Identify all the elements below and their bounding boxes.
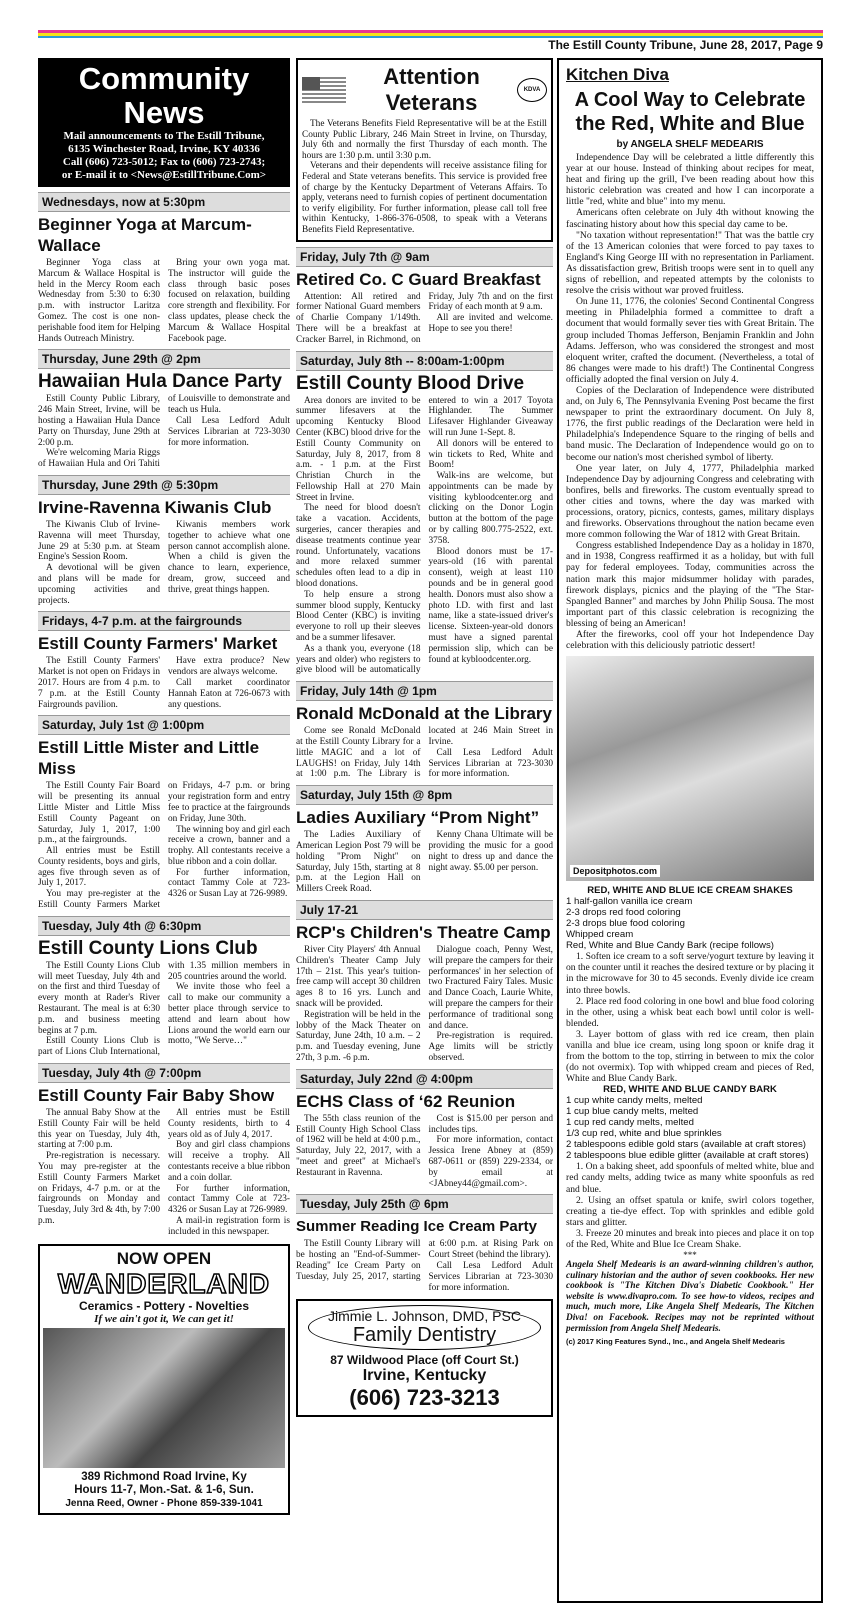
article-date-strip: Tuesday, July 4th @ 7:00pm xyxy=(38,1063,290,1083)
article xyxy=(38,715,290,911)
article-body xyxy=(38,258,290,344)
separator-stars: *** xyxy=(683,1250,697,1261)
kitchen-paragraph: One year later, on July 4, 1777, Philadelphia marked Independence Day by adjourning Congress and celebrating with bonfires, bells and fireworks. The custom eventually spread to other cities and towns, where the day was marked with processions, oratory, picnics, contests, games, military displays and fireworks. Observations throughout the nation became even more common following the War of 1812 with Great Britain. xyxy=(566,462,814,541)
recipe-step: 3. Freeze 20 minutes and break into pieces and place it on top of the Red, White and Blue Ice Cream Shake. xyxy=(566,1227,814,1250)
kitchen-paragraph: Americans often celebrate on July 4th without knowing the fascinating history about how this special day came to be. xyxy=(566,207,814,230)
article-paragraph: The need for blood doesn't take a vacation. Accidents, surgeries, cancer therapies and disease treatments continue year round. Unfortunately, vacations and more relaxed summer schedules often lead to a dip in blood donations. xyxy=(296,503,421,590)
article-date-strip: Saturday, July 8th -- 8:00am-1:00pm xyxy=(296,351,553,371)
article-paragraph: For further information, contact Tammy Cole at 723-4326 or Susan Lay at 726-9989. xyxy=(168,867,290,900)
byline: by ANGELA SHELF MEDEARIS xyxy=(616,139,764,150)
article-paragraph: We invite those who feel a call to make our community a better place through service to attend and learn about how Lions around the world earn our motto, "We Serve…" xyxy=(168,982,290,1047)
article-paragraph: The annual Baby Show at the Estill County Fair will be held this year on Tuesday, July 4th, starting at 7:00 p.m. xyxy=(38,1108,160,1151)
article-paragraph: The Estill County Farmers' Market is not open on Fridays in 2017. Hours are from 4 p.m. to 7 p.m. at the Estill County Fairgrounds pavilion. xyxy=(38,656,160,710)
ad-owner: Jenna Reed, Owner - Phone 859-339-1041 xyxy=(65,1497,263,1509)
article-headline: Estill County Fair Baby Show xyxy=(38,1086,275,1106)
article-body xyxy=(296,726,553,780)
article-paragraph: All are invited and welcome. Hope to see you there! xyxy=(428,313,553,334)
article xyxy=(296,1069,553,1190)
article-paragraph: Estill County Lions Club is part of Lions Club International, with 1.35 million members in 205 countries around the world. xyxy=(38,960,290,1058)
article-paragraph: All donors will be entered to win tickets to Red, White and Boom! xyxy=(428,438,553,471)
article-date-strip: Thursday, June 29th @ 2pm xyxy=(38,349,290,369)
kitchen-paragraph: Independence Day will be celebrated a little differently this year at our house. Instead of thinking about recipes for meat, heat and firing up the grill, I've been reading about how this historic celebration was created and how I can incorporate a little "red, white and blue" into my menu. xyxy=(566,152,814,208)
article-date-strip: Fridays, 4-7 p.m. at the fairgrounds xyxy=(38,611,290,631)
ingredient: 1 cup blue candy melts, melted xyxy=(566,1106,699,1118)
article-headline: Estill Little Mister and Little Miss xyxy=(38,738,260,779)
ingredient: 2 tablespoons blue edible glitter (available at craft stores) xyxy=(566,1150,809,1162)
recipe-step: 1. On a baking sheet, add spoonfuls of melted white, blue and red candy melts, adding twice as many white spoonfuls as red and blue. xyxy=(566,1161,814,1195)
ingredient: 1/3 cup red, white and blue sprinkles xyxy=(566,1128,722,1140)
banner-line-1: Mail announcements to The Estill Tribune, xyxy=(63,130,265,142)
article xyxy=(38,192,290,344)
article-date-strip: Friday, July 7th @ 9am xyxy=(296,247,553,267)
article-paragraph: Attention: All retired and former National Guard members of Charlie Company 1/149th. There will be a breakfast at Cracker Barrel, in Richmond, on Friday, July 7th and on the first Friday of each month at 9 a.m. xyxy=(296,291,553,345)
veterans-title: Attention Veterans xyxy=(383,64,480,115)
community-news-banner xyxy=(38,58,290,187)
article-headline: Estill County Blood Drive xyxy=(296,372,525,394)
veterans-paragraph: The Veterans Benefits Field Representative will be at the Estill County Public Library, 246 Main Street in Irvine, on Thursday, July 6th and normally the first Thursday of each month. The hours are 1:30 p.m. until 3:30 p.m. xyxy=(302,119,547,161)
article-headline: Hawaiian Hula Dance Party xyxy=(38,371,282,393)
page-header: The Estill County Tribune, June 28, 2017, Page 9 xyxy=(548,38,823,52)
article-paragraph: The 55th class reunion of the Estill County High School Class of 1962 will be held at 4:00 p.m., Saturday, July 22, 2017, with a "meet and greet" at Michael's Restaurant in Ravenna. xyxy=(296,1113,421,1178)
milkshake-photo xyxy=(566,656,814,881)
article-paragraph: Call market coordinator Hannah Eaton at 726-0673 with any questions. xyxy=(168,677,290,710)
article-headline: Beginner Yoga at Marcum-Wallace xyxy=(38,215,252,255)
dentist-address: 87 Wildwood Place (off Court St.) xyxy=(330,1353,519,1368)
article-paragraph: Blood donors must be 17-years-old (16 with parental consent), weigh at least 110 pounds and be in general good health. Donors must also show a photo I.D. with first and last name, like a state-issued driver's license. Sixteen-year-old donors must have a signed parental permission slip, which can be found at kybloodcenter.org. xyxy=(428,546,553,665)
dentist-city: Irvine, Kentucky xyxy=(362,1367,487,1385)
article-body xyxy=(38,520,290,606)
article xyxy=(38,916,290,1058)
kitchen-diva-title: A Cool Way to Celebrate the Red, White and Blue xyxy=(574,89,806,135)
ad-categories: Ceramics - Pottery - Novelties xyxy=(78,1298,250,1313)
ad-tagline: If we ain't got it, We can get it! xyxy=(94,1312,234,1325)
veterans-text xyxy=(302,119,547,236)
article xyxy=(296,247,553,346)
ingredient: 1 cup red candy melts, melted xyxy=(566,1117,694,1129)
ingredient: Red, White and Blue Candy Bark (recipe follows) xyxy=(566,940,774,952)
article-body xyxy=(38,656,290,710)
article-paragraph: We're welcoming Maria Riggs of Hawaiian Hula and Ori Tahiti of Louisville to demonstrate and teach us Hula. xyxy=(38,394,290,470)
article-body xyxy=(38,394,290,470)
article xyxy=(296,681,553,780)
ingredient: 1 cup white candy melts, melted xyxy=(566,1095,703,1107)
article-body xyxy=(38,961,290,1058)
article-headline: Summer Reading Ice Cream Party xyxy=(296,1218,537,1236)
article xyxy=(296,900,553,1064)
article-paragraph: For more information, contact Jessica Irene Abney at (859) 687-0611 or (859) 229-2334, or by email at <JAbney44@gmail.com>. xyxy=(428,1135,553,1189)
article xyxy=(38,1063,290,1238)
article-paragraph: The Estill County Library will be hosting an "End-of-Summer-Reading" Ice Cream Party on Tuesday, July 25, 2017, starting at 6:00 p.m. at Rising Park on Court Street (behind the library). xyxy=(296,1239,553,1282)
article-headline: Ladies Auxiliary “Prom Night” xyxy=(296,808,540,828)
article-body xyxy=(296,292,553,346)
ingredient: Whipped cream xyxy=(566,929,634,941)
kitchen-paragraph: Congress established Independence Day as a holiday in 1870, and in 1938, Congress reaffirmed it as a holiday, but with full pay for federal employees. Today, communities across the nation mark this major midsummer holiday with parades, firework displays, picnics and the playing of the "The Star-Spangled Banner" and marches by John Philip Sousa. The most important part of this classic celebration is recognizing the blessing of being an American! xyxy=(566,540,814,629)
ingredient: 2-3 drops red food coloring xyxy=(566,907,681,919)
article-body xyxy=(296,945,553,1064)
article-date-strip: Tuesday, July 4th @ 6:30pm xyxy=(38,916,290,936)
dentist-name: Jimmie L. Johnson, DMD, PSC xyxy=(328,1308,521,1325)
article-headline: ECHS Class of ‘62 Reunion xyxy=(296,1091,516,1111)
banner-title: Community News xyxy=(78,61,250,130)
article-paragraph: The winning boy and girl each receive a crown, banner and a trophy. All contestants receive a blue ribbon and a coin dollar. xyxy=(168,824,290,867)
recipe-step: 3. Layer bottom of glass with red ice cream, then plain vanilla and blue ice cream, using long spoon or knife drag it from the bottom to the top, stirring in between to mix the color (do not overmix). Top with whipped cream and pieces of Red, White and Blue Candy Bark. xyxy=(566,1028,814,1085)
recipe1-ingredients xyxy=(566,896,814,951)
article-date-strip: Saturday, July 1st @ 1:00pm xyxy=(38,715,290,735)
article-headline: Ronald McDonald at the Library xyxy=(296,704,552,724)
article-date-strip: Tuesday, July 25th @ 6pm xyxy=(296,1194,553,1214)
article-paragraph: Registration will be held in the lobby of the Mack Theater on Saturday, June 24th, 10 a.m. – 2 p.m. and Tuesday evening, June 27th, 3 p.m. -6 p.m. xyxy=(296,1009,421,1063)
article xyxy=(38,475,290,606)
article-headline: Estill County Lions Club xyxy=(38,937,258,959)
column-middle xyxy=(296,58,553,1603)
kitchen-paragraph: Copies of the Declaration of Independence were distributed and, on July 6, The Pennsylvania Evening Post became the first newspaper to print the extraordinary document. On July 8, 1776, the first public readings of the Declaration were held in Philadelphia's Independence Square to the ringing of bells and band music. The Declaration of Independence would go on to become our nation's most cherished symbol of liberty. xyxy=(566,384,814,463)
article-paragraph: Call Lesa Ledford Adult Services Librarian at 723-3030 for more information. xyxy=(428,1260,553,1293)
article-headline: RCP's Children's Theatre Camp xyxy=(296,923,551,942)
article-paragraph: Beginner Yoga class at Marcum & Wallace Hospital is held in the Mercy Room each Wednesday from 5:30 to 6:30 p.m. with instructor Laritza Gomez. The cost is one non-perishable food item for Helping Hands Outreach Ministry. xyxy=(38,258,160,344)
recipe2-ingredients xyxy=(566,1095,814,1161)
kitchen-paragraph: On June 11, 1776, the colonies' Second Continental Congress meeting in Philadelphia formed a committee to draft a document that would formally sever ties with Great Britain. The group included Thomas Jefferson, Benjamin Franklin and John Adams. Jefferson, who was considered the strongest and most eloquent writer, crafted the document. (Nevertheless, a total of 86 changes were made to his draft!) The Continental Congress officially adopted the final version on July 4. xyxy=(566,296,814,385)
article-headline: Estill County Farmers' Market xyxy=(38,634,278,654)
ad-hours: Hours 11-7, Mon.-Sat. & 1-6, Sun. xyxy=(74,1483,254,1496)
article xyxy=(296,1194,553,1293)
column-left-articles xyxy=(38,192,290,1238)
recipe-step: 2. Using an offset spatula or knife, swirl colors together, creating a tie-dye effect. Top with sprinkles and edible gold stars and glitter. xyxy=(566,1194,814,1228)
article xyxy=(38,611,290,710)
article-paragraph: A devotional will be given and plans will be made for upcoming activities and projects. xyxy=(38,563,160,606)
article-body xyxy=(38,781,290,911)
veterans-paragraph: Veterans and their dependents will receive assistance filing for Federal and State veterans benefits. This service is provided free of charge by the Kentucky Department of Veterans Affairs. To apply, veterans need to furnish copies of pertinent documentation to verify eligibility. For further information, please call toll free within Kentucky, 1-866-376-0508, to speak with a Veterans Benefits Field Representative. xyxy=(302,161,547,235)
ingredient: 1 half-gallon vanilla ice cream xyxy=(566,896,693,908)
kitchen-diva-body xyxy=(566,152,814,651)
article-paragraph: The Estill County Fair Board will be presenting its annual Little Mister and Little Miss Estill County Pageant on Saturday, July 1, 2017, 1:00 p.m., at the fairgrounds. xyxy=(38,781,160,846)
recipe1-title: RED, WHITE AND BLUE ICE CREAM SHAKES xyxy=(587,885,793,897)
article-body xyxy=(296,1239,553,1293)
kitchen-diva-column xyxy=(557,58,823,1603)
article-paragraph: Boy and girl class champions will receive a trophy. All contestants receive a blue ribbon and a coin dollar. xyxy=(168,1140,290,1183)
banner-line-2: 6135 Winchester Road, Irvine, KY 40336 xyxy=(68,143,260,155)
article-paragraph: Area donors are invited to be summer lifesavers at the upcoming Kentucky Blood Center (KBC) blood drive for the Estill County Community on Saturday, July 8, 2017, from 8 a.m. - 1 p.m. at the First Christian Church in the Fellowship Hall at 270 Main Street in Irvine. xyxy=(296,395,421,503)
article xyxy=(296,785,553,895)
kitchen-paragraph: "No taxation without representation!" That was the battle cry of the 13 American colonies that were forced to pay taxes to England's King George III with no representation in Parliament. As dissatisfaction grew, British troops were sent in to quell any signs of rebellion, and repeated attempts by the colonists to resolve the crisis without war proved fruitless. xyxy=(566,229,814,297)
column-middle-articles xyxy=(296,247,553,1294)
recipe1-steps xyxy=(566,951,814,1084)
article-paragraph: Estill County Public Library, 246 Main Street, Irvine, will be hosting a Hawaiian Hula Dance Party on Thursday, June 29th at 2:00 p.m. xyxy=(38,394,160,448)
recipe2-title: RED, WHITE AND BLUE CANDY BARK xyxy=(603,1084,777,1096)
article-paragraph: Come see Ronald McDonald at the Estill County Library for a little MAGIC and a lot of LAUGHS! on Friday, July 14th at 1:00 p.m. The Library is located at 246 Main Street in Irvine. xyxy=(296,726,553,780)
article-paragraph: All entries must be Estill County residents, boys and girls, ages five through seven as of July 1, 2017. xyxy=(38,846,160,889)
article-paragraph: Have extra produce? New vendors are always welcome. xyxy=(168,656,290,678)
recipe2-steps xyxy=(566,1161,814,1250)
article-date-strip: July 17-21 xyxy=(296,900,553,920)
article-paragraph: To help ensure a strong summer blood supply, Kentucky Blood Center (KBC) is inviting everyone to roll up their sleeves and be a summer lifesaver. xyxy=(296,589,421,644)
store-photo xyxy=(43,1328,285,1468)
article-paragraph: Walk-ins are welcome, but appointments can be made by visiting kybloodcenter.org and clicking on the Donor Login button at the bottom of the page or by calling 800.775-2522, ext. 3758. xyxy=(428,471,553,546)
article-paragraph: The Ladies Auxiliary of American Legion Post 79 will be holding "Prom Night" on Saturday, July 15th, starting at 8 p.m. at the Legion Hall on Millers Creek Road. xyxy=(296,830,421,895)
article-paragraph: Call Lesa Ledford Adult Services Librarian at 723-3030 for more information. xyxy=(428,747,553,780)
article-paragraph: Kenny Chana Ultimate will be providing the music for a good night to dress up and dance the night away. $5.00 per person. xyxy=(428,830,553,873)
article-paragraph: You may pre-register at the Estill County Farmers Market on Fridays, 4-7 p.m. or bring your registration form and entry fee to practice at the fairgrounds on Friday, June 30th. xyxy=(38,781,290,911)
author-bio: Angela Shelf Medearis is an award-winning children's author, culinary historian and the author of seven cookbooks. Her new cookbook is "The Kitchen Diva's Diabetic Cookbook." Her website is www.divapro.com. To see how-to videos, recipes and much, much more, Like Angela Shelf Medearis, The Kitchen Diva! on Facebook. Recipes may not be reprinted without permission from Angela Shelf Medearis. xyxy=(566,1260,814,1334)
article-paragraph: The Kiwanis Club of Irvine-Ravenna will meet Thursday, June 29 at 5:30 p.m. at Steam Engine's Session Room. xyxy=(38,519,160,563)
ad-store-name: WANDERLAND xyxy=(57,1267,271,1299)
article-body xyxy=(296,396,553,677)
ingredient: 2-3 drops blue food coloring xyxy=(566,918,685,930)
article-paragraph: Kiwanis members work together to achieve what one person cannot accomplish alone. When a child is given the chance to learn, experience, dream, grow, succeed and thrive, great things happen. xyxy=(168,519,290,595)
article-body xyxy=(296,830,553,895)
article-paragraph: Dialogue coach, Penny West, will prepare the campers for their performances' in her selection of two Fractured Fairy Tales. Music and Dance Coach, Laurie White, will prepare the campers for their performance of traditional song and dance. xyxy=(428,945,553,1031)
photo-credit: Depositphotos.com xyxy=(570,865,660,877)
article-paragraph: As a thank you, everyone (18 years and older) who registers to give blood will be automatically entered to win a 2017 Toyota Highlander. The Summer Lifesaver Highlander Giveaway will run June 1-Sept. 8. xyxy=(296,395,553,676)
article-paragraph: Pre-registration is necessary. You may pre-register at the Estill County Farmers Market on Fridays, 4-7 p.m. or at the fairgrounds on Monday and Tuesday, July 3rd & 4th, by 7:00 p.m. xyxy=(38,1151,160,1227)
article-date-strip: Saturday, July 15th @ 8pm xyxy=(296,785,553,805)
ingredient: 2 tablespoons edible gold stars (available at craft stores) xyxy=(566,1139,806,1151)
kdva-logo: KDVA xyxy=(517,78,547,102)
kitchen-paragraph: After the fireworks, cool off your hot Independence Day celebration with this deliciously patriotic dessert! xyxy=(566,629,814,652)
article-paragraph: For further information, contact Tammy Cole at 723-4326 or Susan Lay at 726-9989. xyxy=(168,1183,290,1216)
article-date-strip: Thursday, June 29th @ 5:30pm xyxy=(38,475,290,495)
article-date-strip: Friday, July 14th @ 1pm xyxy=(296,681,553,701)
column-left xyxy=(38,58,290,1603)
ad-now-open: NOW OPEN xyxy=(116,1248,212,1268)
banner-line-3: Call (606) 723-5012; Fax to (606) 723-2743; xyxy=(62,156,266,168)
article-paragraph: Pre-registration is required. Age limits will be strictly observed. xyxy=(428,1031,553,1063)
article-paragraph: Call Lesa Ledford Adult Services Librarian at 723-3030 for more information. xyxy=(168,415,290,448)
banner-line-4: or E-mail it to <News@EstillTribune.Com> xyxy=(61,169,267,181)
article-paragraph: River City Players' 4th Annual Children's Theater Camp July 17th – 21st. This year's tuition-free camp will accept 30 children ages 8 to 16 yrs. Lunch and snack will be provided. xyxy=(296,945,421,1009)
copyright: (c) 2017 King Features Synd., Inc., and Angela Shelf Medearis xyxy=(566,1337,785,1347)
recipe-step: 1. Soften ice cream to a soft serve/yogurt texture by leaving it on the counter until it reaches the desired texture or by placing it in the microwave for 30 to 45 seconds. Evenly divide ice cream into three bowls. xyxy=(566,951,814,996)
veterans-notice xyxy=(296,58,553,242)
article xyxy=(296,351,553,677)
wanderland-ad xyxy=(38,1244,290,1515)
dentist-phone: (606) 723-3213 xyxy=(349,1385,500,1411)
ad-address: 389 Richmond Road Irvine, Ky xyxy=(81,1470,247,1483)
article-headline: Retired Co. C Guard Breakfast xyxy=(296,269,541,289)
kitchen-diva-kicker: Kitchen Diva xyxy=(566,65,669,84)
flag-icon xyxy=(302,77,346,103)
article-date-strip: Wednesdays, now at 5:30pm xyxy=(38,192,290,212)
article-paragraph: A mail-in registration form is included in this newspaper. xyxy=(168,1216,290,1237)
article-paragraph: All entries must be Estill County residents, birth to 4 years old as of July 4, 2017. xyxy=(168,1108,290,1140)
article-paragraph: The Estill County Lions Club will meet Tuesday, July 4th and on the first and third Tuesday of every month at Rader's River Restaurant. The meal is at 6:30 p.m. and business meeting begins at 7 p.m. xyxy=(38,960,160,1036)
article-body xyxy=(38,1108,290,1238)
article-paragraph: Bring your own yoga mat. The instructor will guide the class through basic poses focused on relaxation, building core strength and flexibility. For class updates, please check the Marcum & Wallace Hospital Facebook page. xyxy=(168,258,290,344)
article-body xyxy=(296,1114,553,1190)
article xyxy=(38,349,290,470)
article-headline: Irvine-Ravenna Kiwanis Club xyxy=(38,497,272,517)
dentist-practice: Family Dentistry xyxy=(352,1324,497,1347)
dentist-ad xyxy=(296,1299,553,1417)
article-paragraph: Cost is $15.00 per person and includes tips. xyxy=(428,1113,553,1135)
recipe-step: 2. Place red food coloring in one bowl and blue food coloring in the other, using a whisk beat each bowl until color is well-blended. xyxy=(566,995,814,1029)
article-date-strip: Saturday, July 22nd @ 4:00pm xyxy=(296,1069,553,1089)
